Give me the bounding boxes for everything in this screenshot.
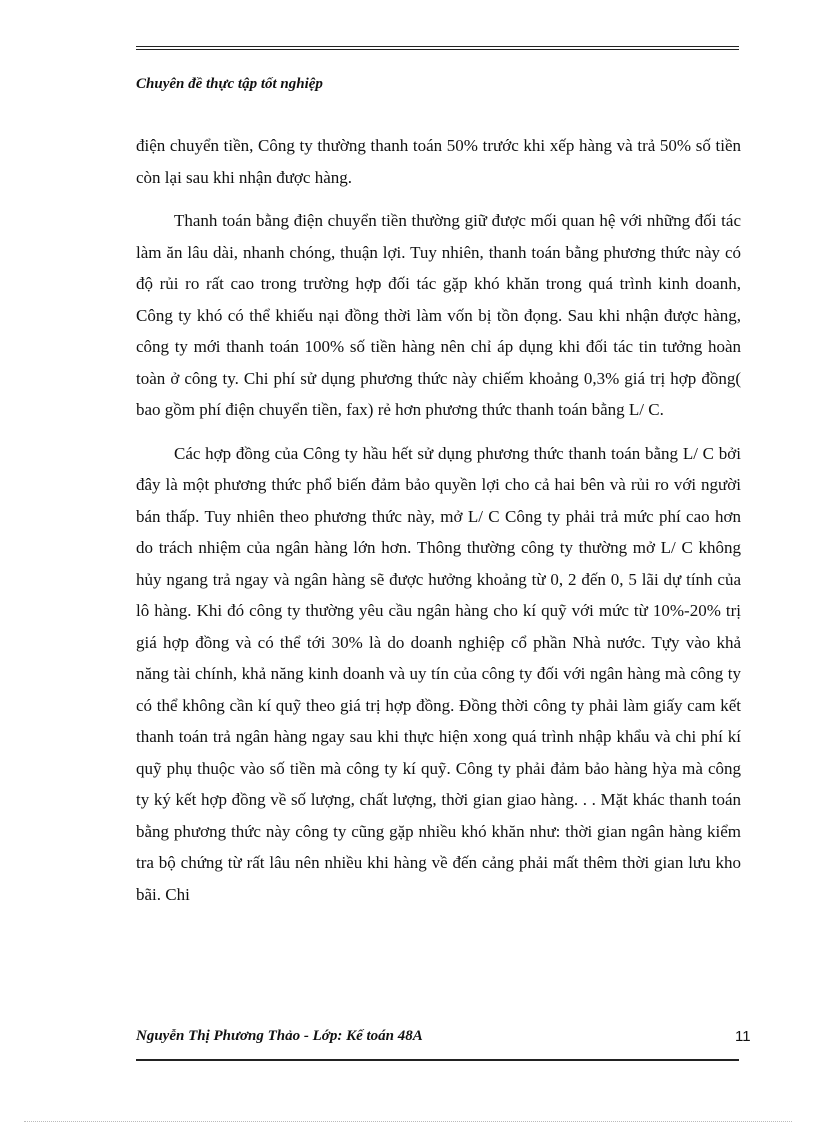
running-header-title: Chuyên đề thực tập tốt nghiệp [136,76,323,92]
document-body [136,130,741,922]
page-edge-divider [24,1121,792,1122]
paragraph-letter-of-credit: Các hợp đồng của Công ty hầu hết sử dụng phương thức thanh toán bằng L/ C bởi đây là một phương thức phổ biến đảm bảo quyền lợi cho cả hai bên và rủi ro với người bán thấp. Tuy nhiên theo phương thức này, mở L/ C Công ty phải trả mức phí cao hơn do trách nhiệm của ngân hàng lớn hơn. Thông thường công ty thường mở L/ C không hủy ngang trả ngay và ngân hàng sẽ được hưởng khoảng từ 0, 2 đến 0, 5 lãi dự tính của lô hàng. Khi đó công ty thường yêu cầu ngân hàng cho kí quỹ với mức từ 10%-20% trị giá hợp đồng và có thể tới 30% là do doanh nghiệp cổ phần Nhà nước. Tựy vào khả năng tài chính, khả năng kinh doanh và uy tín của công ty đối với ngân hàng mà công ty có thể không cần kí quỹ theo giá trị hợp đồng. Đồng thời công ty phải làm giấy cam kết thanh toán trả ngân hàng ngay sau khi thực hiện xong quá trình nhập khẩu và chi phí kí quỹ phụ thuộc vào số tiền mà công ty kí quỹ. Công ty phải đảm bảo hàng hỳa mà công ty ký kết hợp đồng về số lượng, chất lượng, thời gian giao hàng. . . Mặt khác thanh toán bằng phương thức này công ty cũng gặp nhiều khó khăn như: thời gian ngân hàng kiểm tra bộ chứng từ rất lâu nên nhiều khi hàng về đến cảng phải mất thêm thời gian lưu kho bãi. Chi [136,443,741,904]
paragraph-continuation: điện chuyển tiền, Công ty thường thanh toán 50% trước khi xếp hàng và trả 50% số tiền còn lại sau khi nhận được hàng. [136,136,741,187]
header-rule [136,46,739,47]
page-number: 11 [735,1028,751,1045]
footer-author: Nguyễn Thị Phương Thảo - Lớp: Kế toán 48A [136,1028,423,1044]
paragraph-wire-transfer: Thanh toán bằng điện chuyển tiền thường giữ được mối quan hệ với những đối tác làm ăn lâu dài, nhanh chóng, thuận lợi. Tuy nhiên, thanh toán bằng phương thức này có độ rủi ro rất cao trong trường hợp đối tác gặp khó khăn trong quá trình kinh doanh, Công ty khó có thể khiếu nại đồng thời làm vốn bị tồn đọng. Sau khi nhận được hàng, công ty mới thanh toán 100% số tiền hàng nên chỉ áp dụng khi đối tác tin tưởng hoàn toàn ở công ty. Chi phí sử dụng phương thức này chiếm khoảng 0,3% giá trị hợp đồng( bao gồm phí điện chuyển tiền, fax) rẻ hơn phương thức thanh toán bằng L/ C. [136,211,741,419]
footer-rule [136,1059,739,1061]
header-rule-secondary [136,49,739,50]
